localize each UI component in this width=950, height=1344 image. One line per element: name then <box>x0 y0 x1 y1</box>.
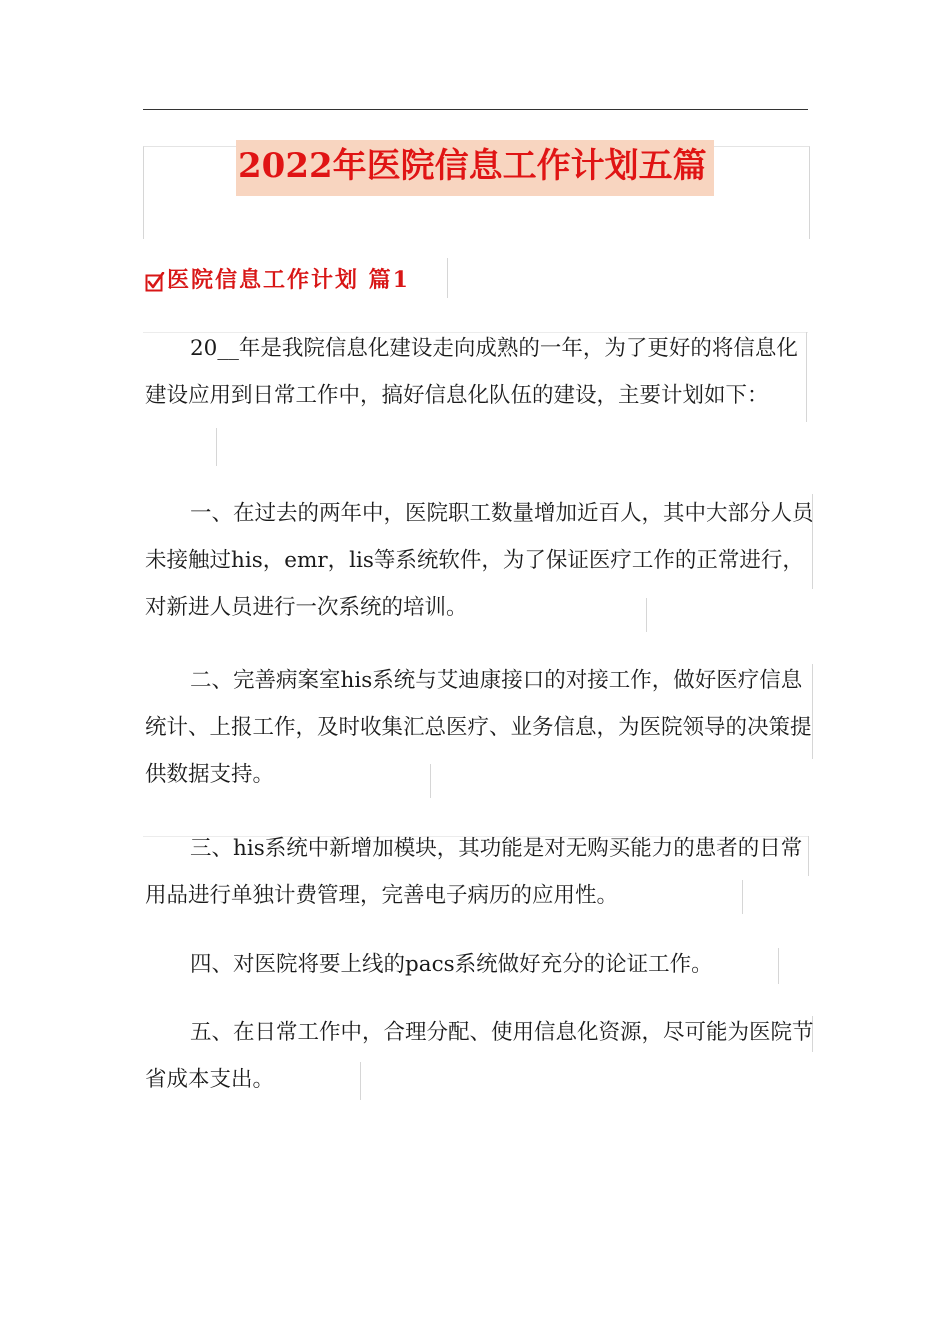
document-title: 2022年医院信息工作计划五篇 <box>236 140 714 196</box>
paragraph-1: 20__年是我院信息化建设走向成熟的一年，为了更好的将信息化建设应用到日常工作中，搞好信息化队伍的建设，主要计划如下： <box>145 336 798 408</box>
section-heading <box>145 258 448 298</box>
checkbox-checked-icon <box>145 272 165 292</box>
paragraph-2: 一、在过去的两年中，医院职工数量增加近百人，其中大部分人员未接触过his，emr，lis等系统软件，为了保证医疗工作的正常进行，对新进人员进行一次系统的培训。 <box>145 501 814 620</box>
paragraph-3: 二、完善病案室his系统与艾迪康接口的对接工作，做好医疗信息统计、上报工作，及时收集汇总医疗、业务信息，为医院领导的决策提供数据支持。 <box>145 668 812 787</box>
section-heading-text: 医院信息工作计划 篇1 <box>167 266 410 293</box>
paragraph-6: 五、在日常工作中，合理分配、使用信息化资源，尽可能为医院节省成本支出。 <box>145 1020 814 1092</box>
paragraph-5: 四、对医院将要上线的pacs系统做好充分的论证工作。 <box>190 952 713 977</box>
paragraph-guide <box>216 428 217 466</box>
paragraph-4: 三、his系统中新增加模块，其功能是对无购买能力的患者的日常用品进行单独计费管理，完善电子病历的应用性。 <box>145 836 803 908</box>
header-rule <box>143 109 808 110</box>
